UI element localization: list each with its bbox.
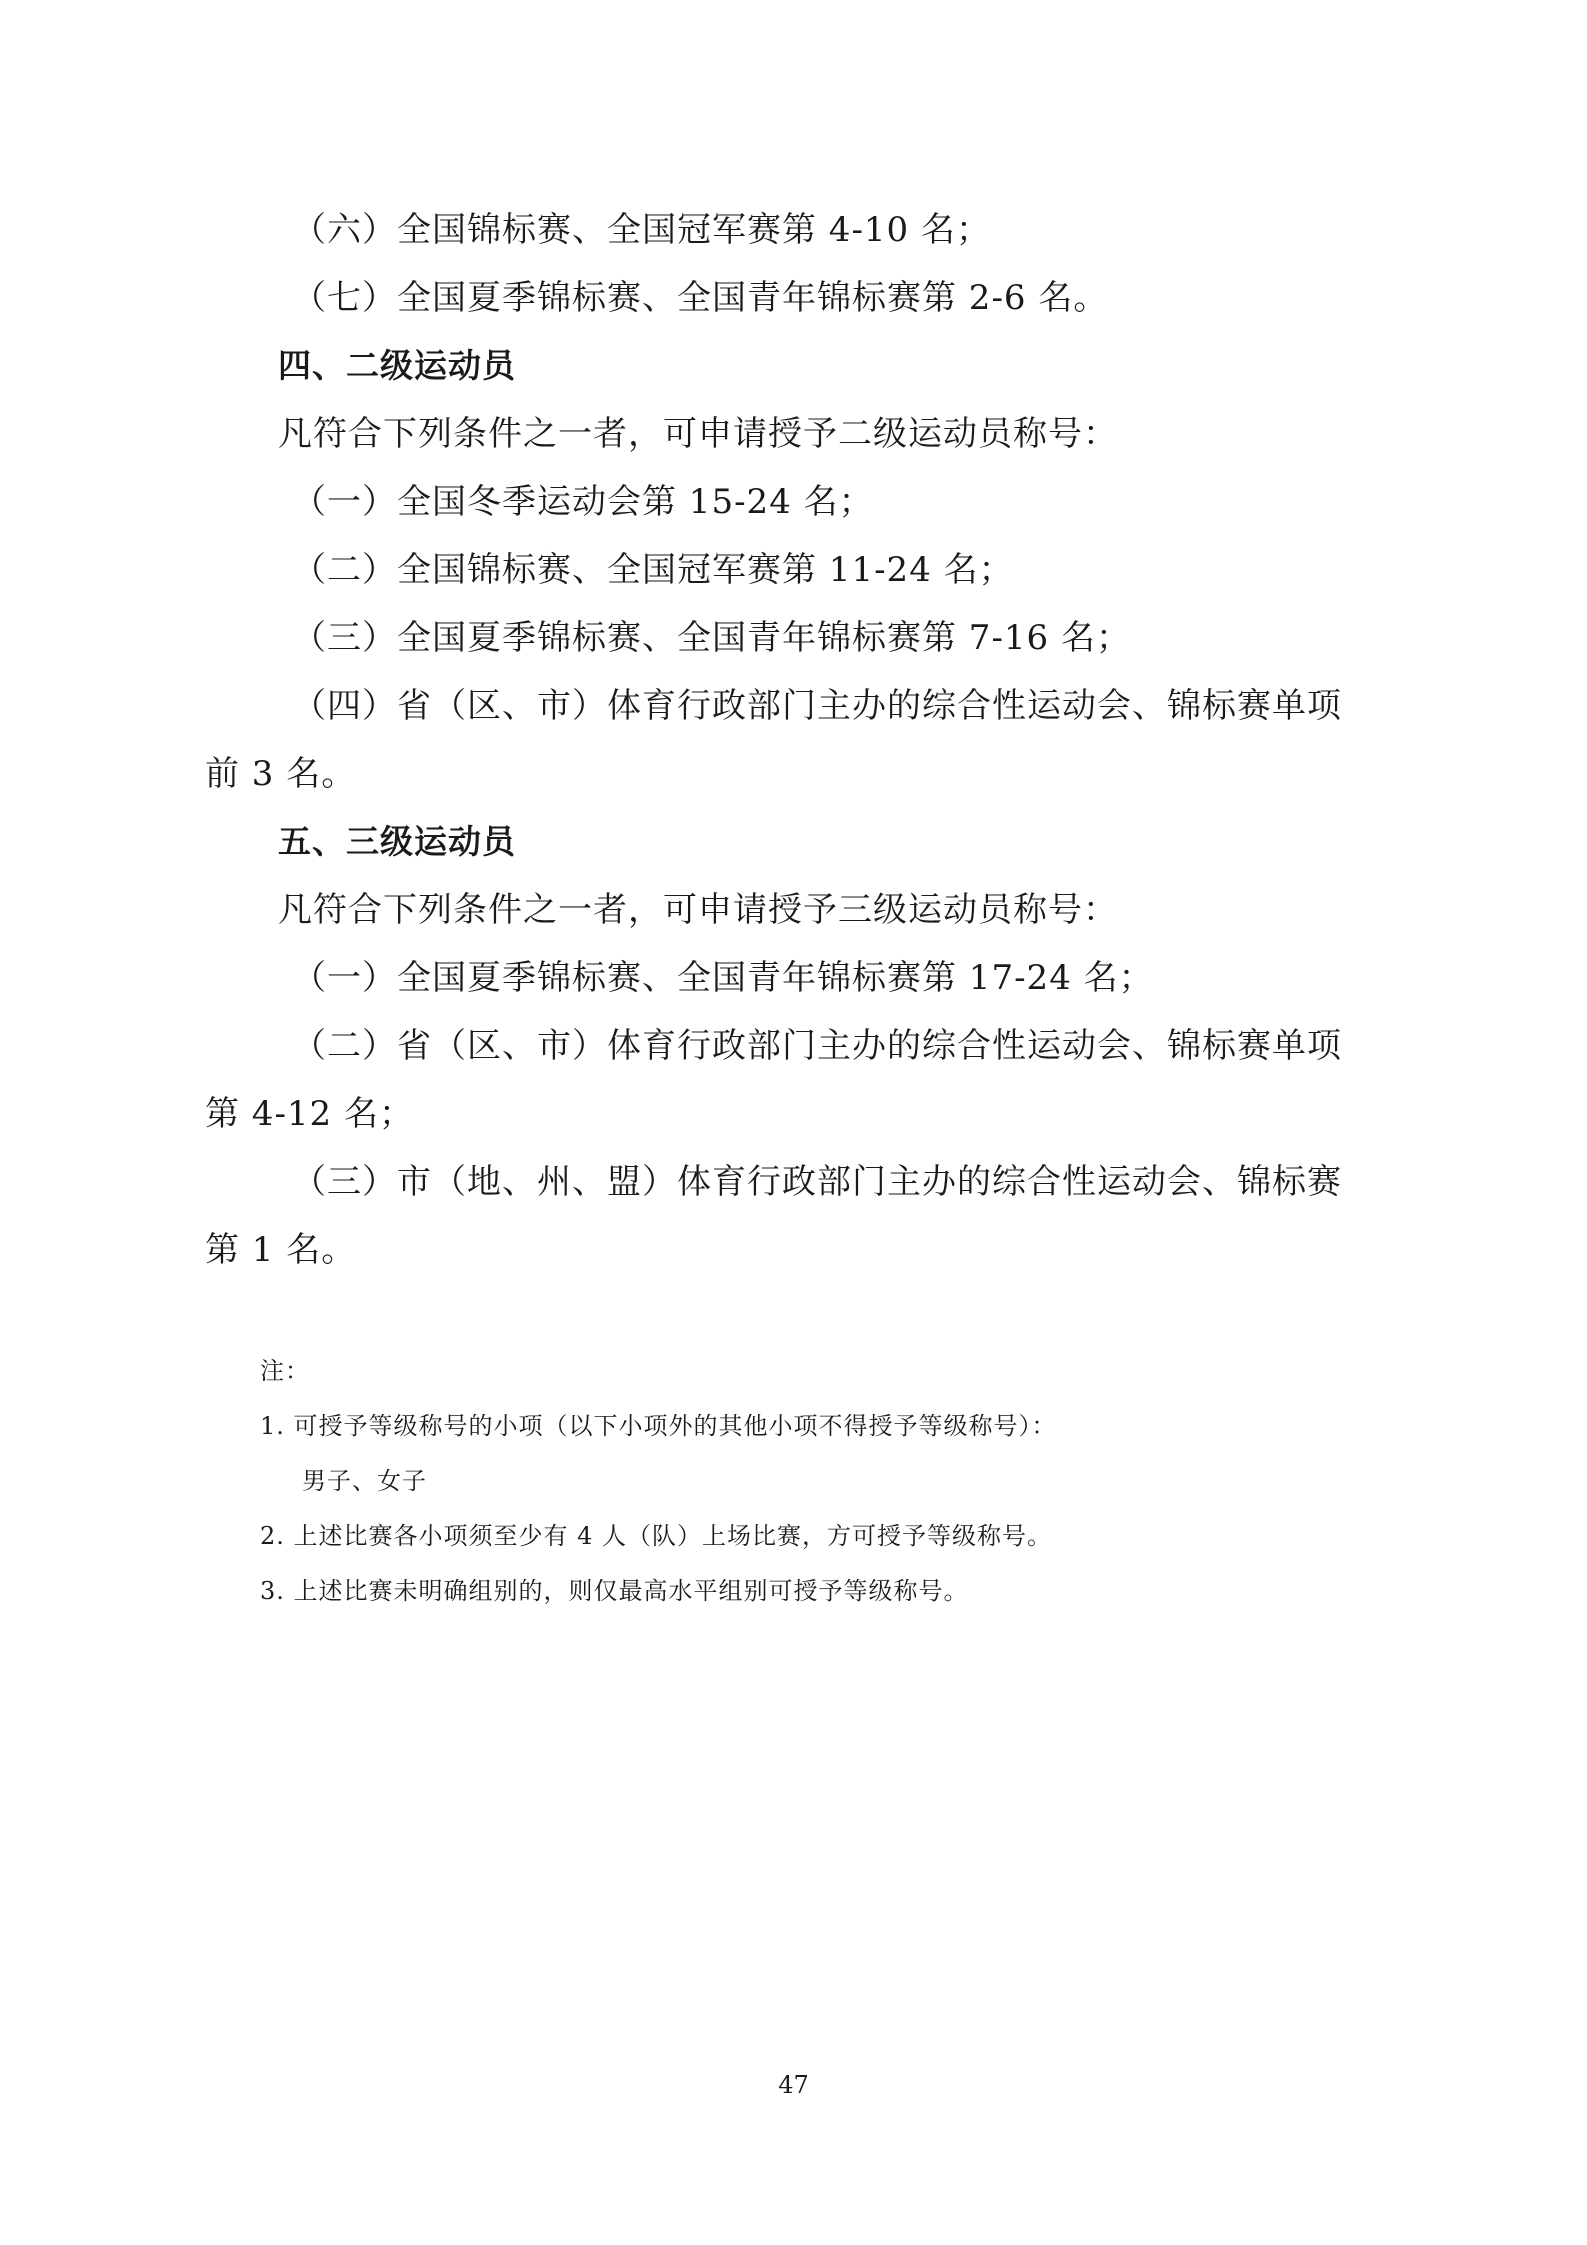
note-1-detail: 男子、女子 [302,1467,427,1495]
item-seven: （七）全国夏季锦标赛、全国青年锦标赛第 2-6 名。 [292,278,1109,318]
section-heading-level-three: 五、三级运动员 [278,822,516,861]
notes-label: 注： [260,1357,310,1385]
note-3: 3. 上述比赛未明确组别的，则仅最高水平组别可授予等级称号。 [260,1577,969,1605]
section-heading-level-two: 四、二级运动员 [278,346,516,385]
level-three-item-2: （二）省（区、市）体育行政部门主办的综合性运动会、锦标赛单项 [292,1026,1342,1066]
level-three-item-1: （一）全国夏季锦标赛、全国青年锦标赛第 17-24 名； [292,958,1154,998]
note-2: 2. 上述比赛各小项须至少有 4 人（队）上场比赛，方可授予等级称号。 [260,1522,1053,1550]
level-two-item-2: （二）全国锦标赛、全国冠军赛第 11-24 名； [292,550,1014,590]
page-number: 47 [778,2071,809,2099]
level-two-item-1: （一）全国冬季运动会第 15-24 名； [292,482,874,522]
level-two-item-4-cont: 前 3 名。 [205,754,357,794]
section-intro-level-three: 凡符合下列条件之一者，可申请授予三级运动员称号： [278,890,1118,930]
level-two-item-4: （四）省（区、市）体育行政部门主办的综合性运动会、锦标赛单项 [292,686,1342,726]
section-intro-level-two: 凡符合下列条件之一者，可申请授予二级运动员称号： [278,414,1118,454]
level-two-item-3: （三）全国夏季锦标赛、全国青年锦标赛第 7-16 名； [292,618,1131,658]
level-three-item-2-cont: 第 4-12 名； [205,1094,414,1134]
note-1: 1. 可授予等级称号的小项（以下小项外的其他小项不得授予等级称号）： [260,1412,1057,1440]
level-three-item-3: （三）市（地、州、盟）体育行政部门主办的综合性运动会、锦标赛 [292,1162,1342,1202]
item-six: （六）全国锦标赛、全国冠军赛第 4-10 名； [292,210,991,250]
level-three-item-3-cont: 第 1 名。 [205,1230,357,1270]
